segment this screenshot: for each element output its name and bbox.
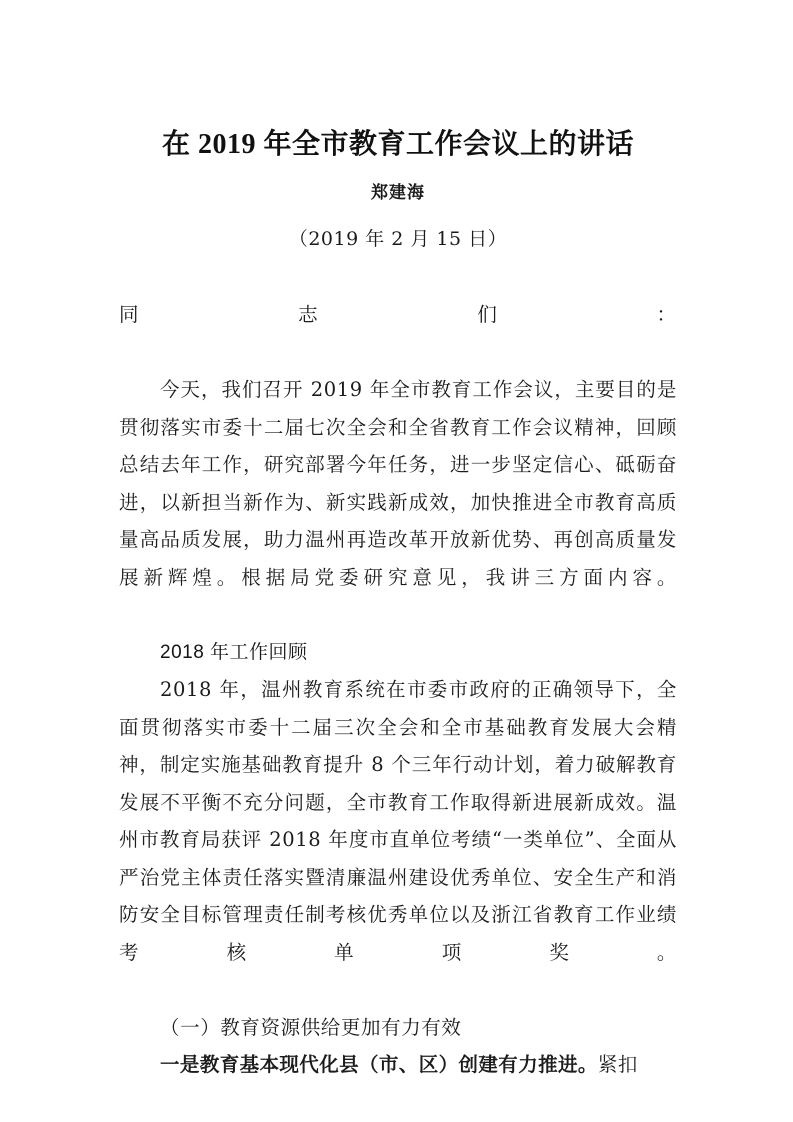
section-paragraph-2018-review: 2018 年，温州教育系统在市委市政府的正确领导下，全面贯彻落实市委十二届三次全会和全市基础教育发展大会精神，制定实施基础教育提升 8 个三年行动计划，着力破解教育发展不平衡不充分问题，全市教育工作取得新进展新成效。温州市教育局获评 2018 年度市直单位考绩“一类单位”、全面从严治党主体责任落实暨清廉温州建设优秀单位、安全生产和消防安全目标管理责任制考核优秀单位以及浙江省教育工作业绩考核单项奖。 bbox=[119, 678, 677, 964]
page-title: 在 2019 年全市教育工作会议上的讲话 bbox=[161, 129, 634, 160]
opening-paragraph: 今天，我们召开 2019 年全市教育工作会议，主要目的是贯彻落实市委十二届七次全会和全省教育工作会议精神，回顾总结去年工作，研究部署今年任务，进一步坚定信心、砥砺奋进，以新担当新作为、新实践新成效，加快推进全市教育高质量高品质发展，助力温州再造改革开放新优势、再创高质量发展新辉煌。根据局党委研究意见，我讲三方面内容。 bbox=[119, 378, 677, 589]
document-author: 郑建海 bbox=[371, 183, 425, 203]
document-body bbox=[119, 296, 677, 1084]
salutation: 同志们： bbox=[119, 303, 677, 326]
list-item-first-point bbox=[119, 1046, 677, 1084]
subsection-heading-resource-supply: （一）教育资源供给更加有力有效 bbox=[160, 1015, 462, 1039]
document-date: （2019 年 2 月 15 日） bbox=[288, 228, 508, 250]
list-item-first-point-bold: 一是教育基本现代化县（市、区）创建有力推进。 bbox=[160, 1053, 598, 1076]
list-item-first-point-tail: 紧扣 bbox=[597, 1053, 639, 1076]
section-heading-2018-review: 2018 年工作回顾 bbox=[160, 641, 308, 663]
